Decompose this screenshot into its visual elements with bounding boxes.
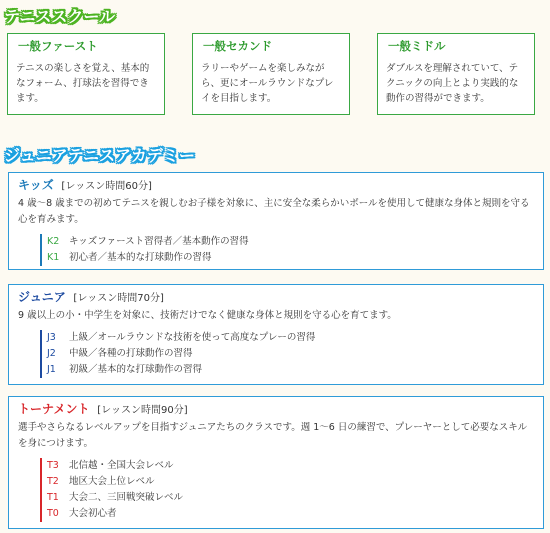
course-title: 一般ファースト xyxy=(18,39,98,53)
section-title-junior-academy: ジュニアテニスアカデミー xyxy=(4,146,195,165)
course-description: 9 歳以上の小・中学生を対象に、技術だけでなく健康な身体と規則を守る心を育てます。 xyxy=(18,310,397,321)
course-name: キッズ xyxy=(18,178,54,192)
course-description: 4 歳～8 歳までの初めてテニスを親しむお子様を対象に、主に安全な柔らかいボールを使用して健康な身体と規則を守る心を育みます。 xyxy=(18,198,530,225)
course-header xyxy=(18,288,534,305)
level-text: 初心者／基本的な打球動作の習得 xyxy=(69,252,212,263)
course-description: ラリーやゲームを楽しみながら、更にオールラウンドなプレイを目指します。 xyxy=(201,63,334,104)
level-code: K2 xyxy=(47,236,60,247)
level-item xyxy=(47,234,534,250)
course-card-general-second xyxy=(192,33,350,115)
level-code: J3 xyxy=(47,332,56,343)
course-header xyxy=(18,176,534,193)
course-description: ダブルスを理解されていて、テクニックの向上とより実践的な動作の習得ができます。 xyxy=(386,63,519,104)
course-box-kids xyxy=(8,172,544,270)
level-code: J2 xyxy=(47,348,56,359)
level-text: 中級／各種の打球動作の習得 xyxy=(69,348,193,359)
level-item xyxy=(47,474,534,490)
course-box-junior xyxy=(8,284,544,385)
course-box-tournament xyxy=(8,396,544,529)
course-title: 一般セカンド xyxy=(203,39,272,53)
level-item xyxy=(47,458,534,474)
level-item xyxy=(47,490,534,506)
level-text: キッズファースト習得者／基本動作の習得 xyxy=(69,236,249,247)
course-header xyxy=(18,400,534,417)
level-text: 初級／基本的な打球動作の習得 xyxy=(69,364,203,375)
lesson-duration: [レッスン時間90分] xyxy=(97,405,188,416)
level-item xyxy=(47,362,534,378)
level-text: 地区大会上位レベル xyxy=(69,476,155,487)
section-title-tennis-school: テニススクール xyxy=(4,7,116,26)
course-name: ジュニア xyxy=(18,290,66,304)
course-card-general-first xyxy=(7,33,165,115)
level-code: T2 xyxy=(47,476,59,487)
level-item xyxy=(47,250,534,266)
course-card-general-middle xyxy=(377,33,535,115)
level-item xyxy=(47,330,534,346)
level-text: 大会初心者 xyxy=(69,508,117,519)
level-item xyxy=(47,506,534,522)
level-text: 上級／オールラウンドな技術を使って高度なプレーの習得 xyxy=(69,332,316,343)
level-list xyxy=(40,234,534,266)
level-text: 大会二、三回戦突破レベル xyxy=(69,492,184,503)
level-code: J1 xyxy=(47,364,56,375)
level-code: T0 xyxy=(47,508,59,519)
course-title: 一般ミドル xyxy=(388,39,446,53)
lesson-duration: [レッスン時間60分] xyxy=(61,181,152,192)
course-description: テニスの楽しさを覚え、基本的なフォーム、打球法を習得できます。 xyxy=(16,63,150,104)
level-code: T3 xyxy=(47,460,59,471)
level-item xyxy=(47,346,534,362)
level-list xyxy=(40,458,534,522)
level-text: 北信越・全国大会レベル xyxy=(69,460,174,471)
level-code: T1 xyxy=(47,492,59,503)
course-name: トーナメント xyxy=(18,402,90,416)
level-list xyxy=(40,330,534,378)
lesson-duration: [レッスン時間70分] xyxy=(73,293,164,304)
course-description: 選手やさらなるレベルアップを目指すジュニアたちのクラスです。週 1～6 日の練習で、プレーヤーとして必要なスキルを身につけます。 xyxy=(18,422,528,449)
level-code: K1 xyxy=(47,252,60,263)
